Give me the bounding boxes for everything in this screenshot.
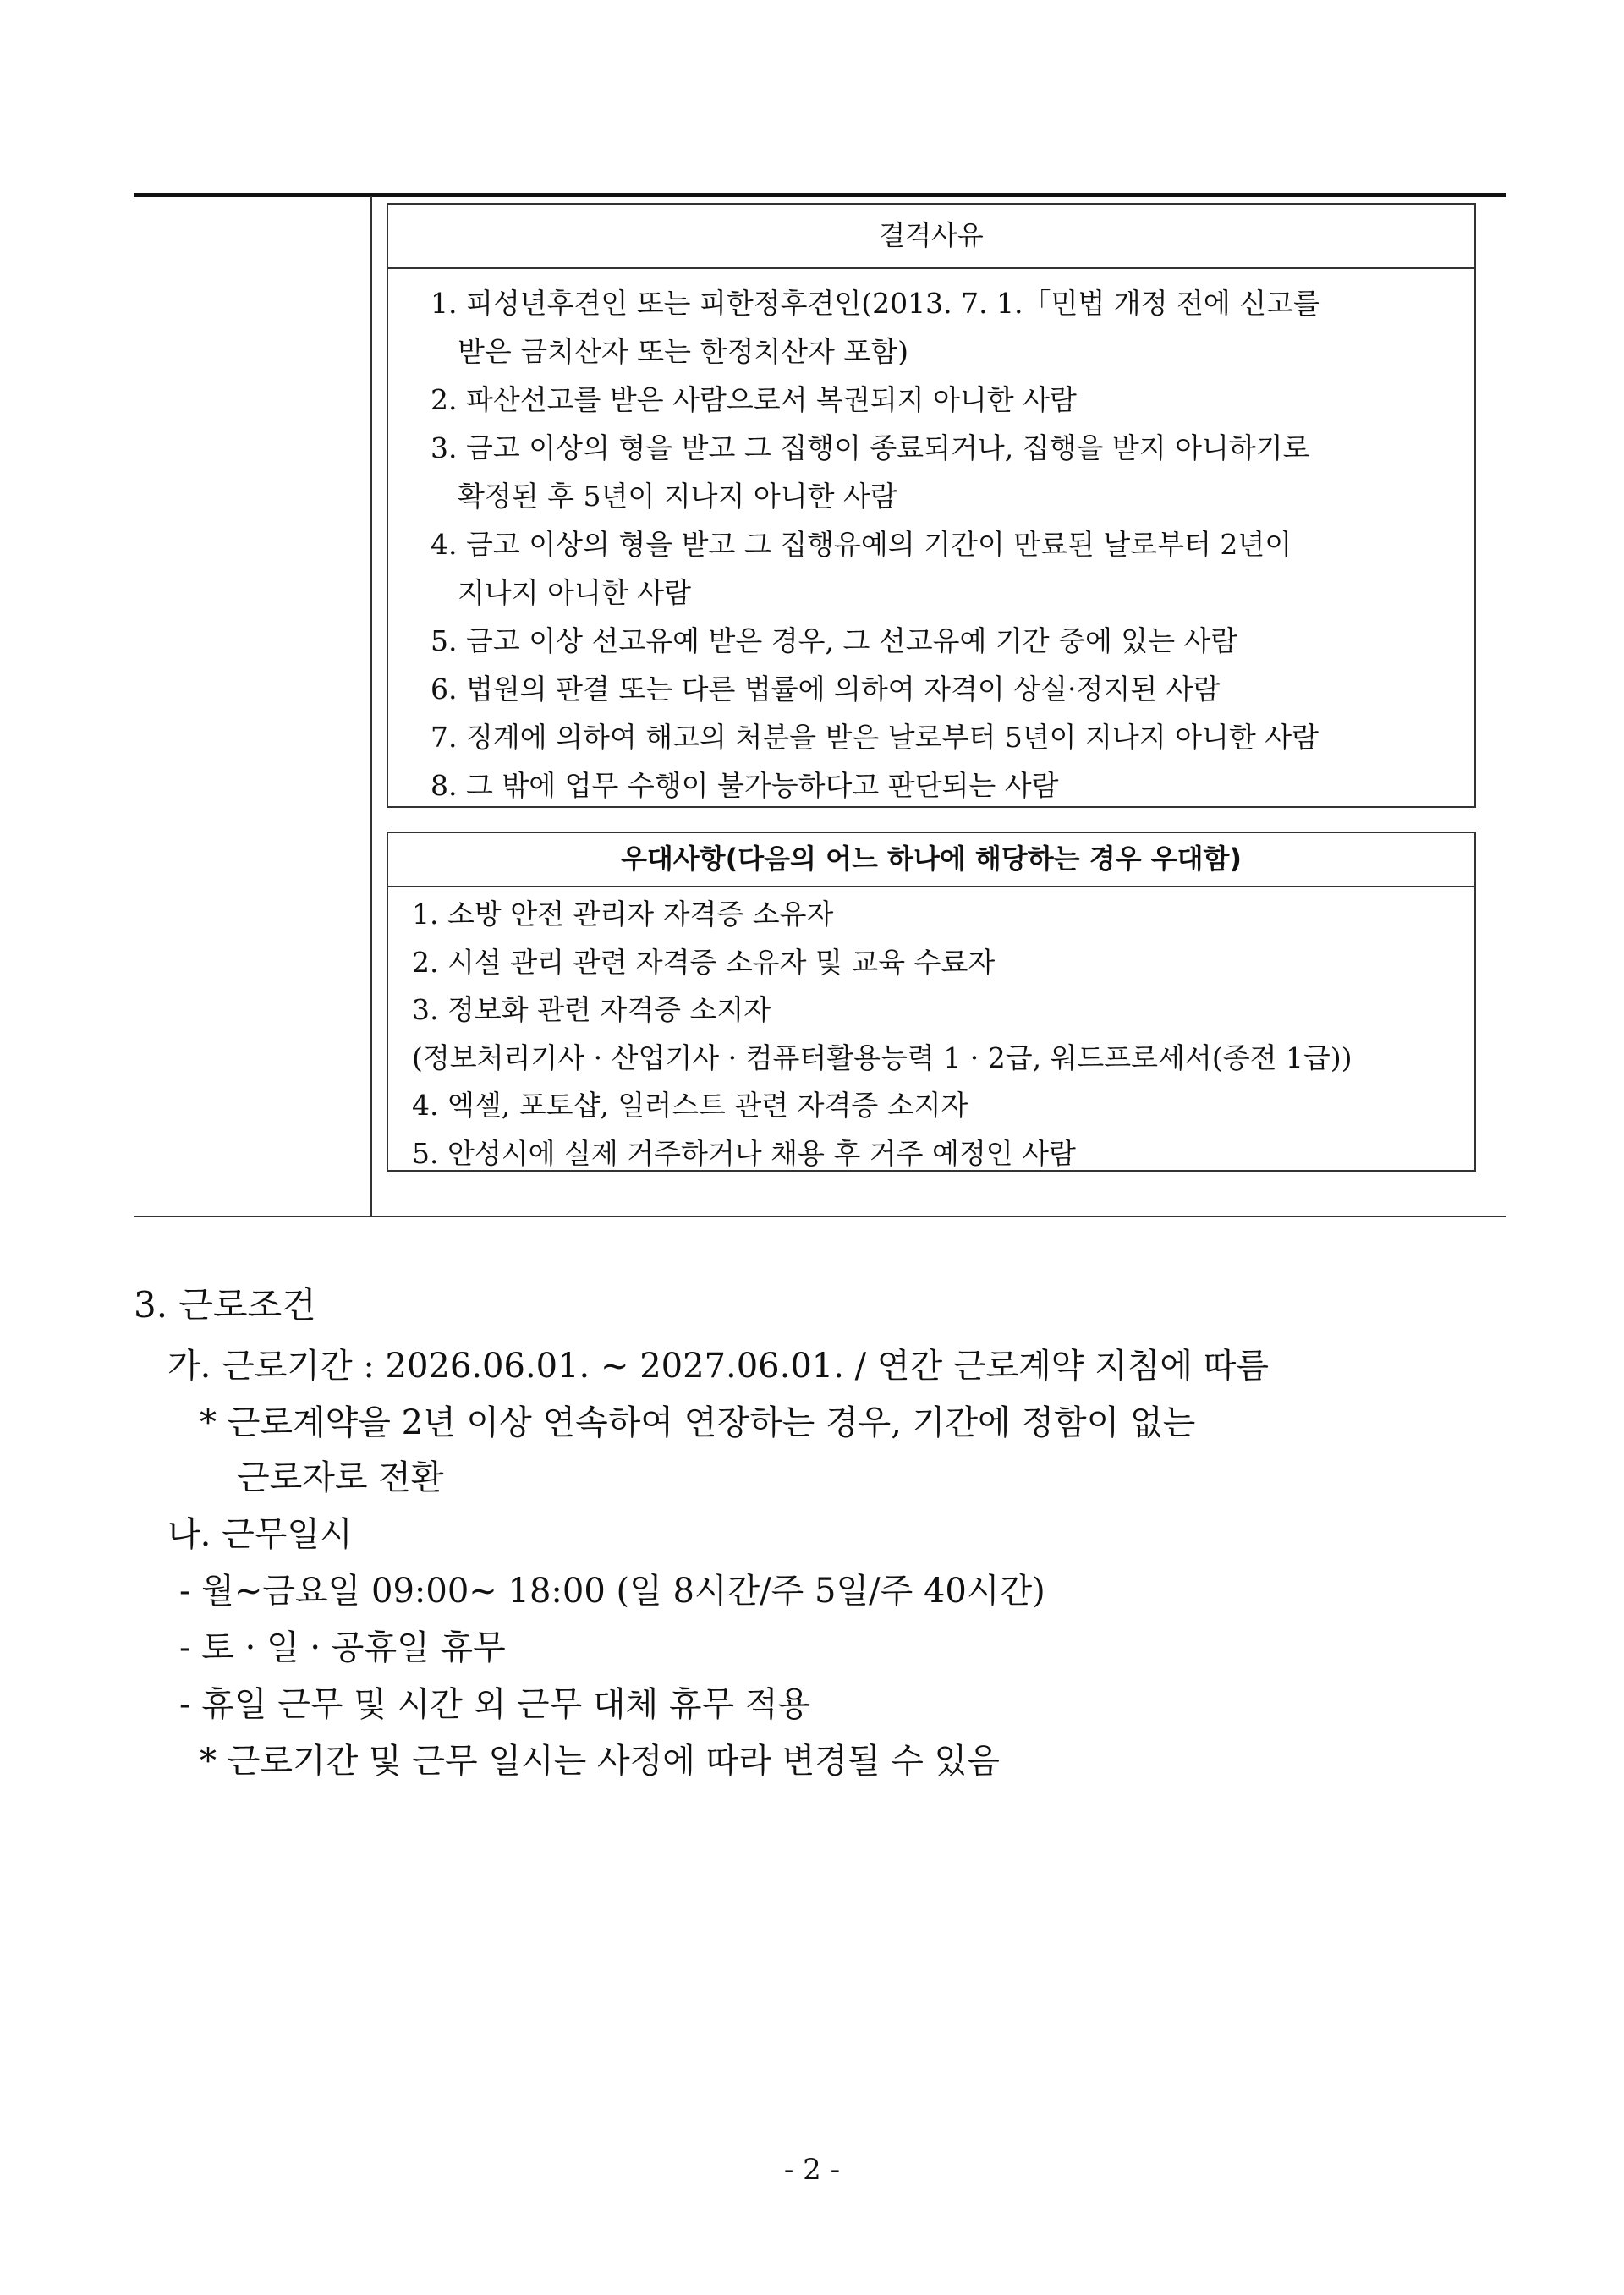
page-number: - 2 - (783, 2153, 841, 2187)
list-item: 8. 그 밖에 업무 수행이 불가능하다고 판단되는 사람 (431, 769, 1059, 802)
work-period: 가. 근로기간 : 2026.06.01. ~ 2027.06.01. / 연간 근로계약 지침에 따름 (167, 1347, 1270, 1386)
list-item: 6. 법원의 판결 또는 다른 법률에 의하여 자격이 상실·정지된 사람 (431, 673, 1221, 706)
list-item: 4. 금고 이상의 형을 받고 그 집행유예의 기간이 만료된 날로부터 2년이 지나지 아니한 사람 (431, 528, 1292, 609)
list-item: 2. 시설 관리 관련 자격증 소유자 및 교육 수료자 (412, 945, 996, 979)
list-item: 5. 금고 이상 선고유예 받은 경우, 그 선고유예 기간 중에 있는 사람 (431, 624, 1238, 657)
disqualification-box (387, 203, 1476, 808)
work-hours-note: * 근로기간 및 근무 일시는 사정에 따라 변경될 수 있음 (200, 1742, 1000, 1781)
table-top-rule (134, 193, 1506, 197)
section-heading: 3. 근로조건 (134, 1284, 316, 1326)
list-item: (정보처리기사 · 산업기사 · 컴퓨터활용능력 1 · 2급, 워드프로세서(종전 1급)) (412, 1040, 1352, 1074)
work-hours-weekday: - 월~금요일 09:00~ 18:00 (일 8시간/주 5일/주 40시간) (179, 1572, 1045, 1611)
work-period-note-cont: 근로자로 전환 (237, 1458, 444, 1497)
table-bottom-rule (134, 1216, 1506, 1217)
list-item: 1. 소방 안전 관리자 자격증 소유자 (412, 898, 834, 931)
list-item: 2. 파산선고를 받은 사람으로서 복권되지 아니한 사람 (431, 383, 1077, 416)
list-item: 3. 금고 이상의 형을 받고 그 집행이 종료되거나, 집행을 받지 아니하기로 확정된 후 5년이 지나지 아니한 사람 (431, 431, 1310, 513)
preference-list (388, 887, 1474, 1178)
work-hours-holiday: - 토 · 일 · 공휴일 휴무 (179, 1628, 506, 1667)
preference-box (387, 832, 1476, 1172)
work-period-note: * 근로계약을 2년 이상 연속하여 연장하는 경우, 기간에 정함이 없는 (200, 1403, 1196, 1442)
preference-title: 우대사항(다음의 어느 하나에 해당하는 경우 우대함) (388, 833, 1474, 887)
work-hours-substitute: - 휴일 근무 및 시간 외 근무 대체 휴무 적용 (179, 1685, 811, 1724)
list-item: 5. 안성시에 실제 거주하거나 채용 후 거주 예정인 사람 (412, 1136, 1076, 1170)
list-item: 4. 엑셀, 포토샵, 일러스트 관련 자격증 소지자 (412, 1089, 968, 1122)
disqualification-title: 결격사유 (388, 205, 1474, 269)
list-item: 1. 피성년후견인 또는 피한정후견인(2013. 7. 1.「민법 개정 전에 신고를 받은 금치산자 또는 한정치산자 포함) (431, 287, 1320, 368)
work-hours-heading: 나. 근무일시 (167, 1515, 353, 1554)
list-item: 3. 정보화 관련 자격증 소지자 (412, 993, 771, 1026)
list-item: 7. 징계에 의하여 해고의 처분을 받은 날로부터 5년이 지나지 아니한 사람 (431, 721, 1319, 754)
disqualification-list (388, 269, 1474, 810)
table-column-divider (370, 196, 372, 1216)
